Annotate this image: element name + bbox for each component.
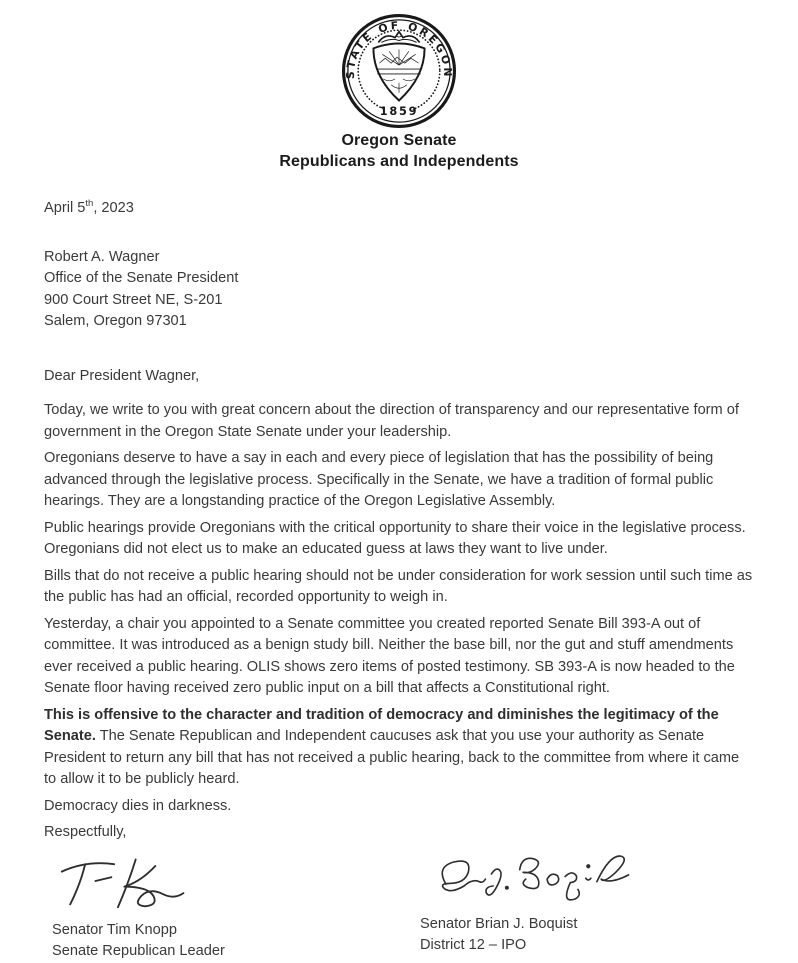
recipient-address-block xyxy=(44,247,754,333)
oregon-state-seal-icon xyxy=(340,12,458,130)
body-paragraph-5: Yesterday, a chair you appointed to a Senate committee you created reported Senate Bill 393-A out of committee. It was introduced as a benign study bill. Neither the base bill, nor the gut and stuff amendments ever received a public hearing. OLIS shows zero items of posted testimony. SB 393-A is now headed to the Senate floor having received zero public input on a bill that affects a Constitutional right. xyxy=(44,615,735,696)
body-paragraph-1: Today, we write to you with great concern about the direction of transparency and our representative form of government in the Oregon State Senate under your leadership. xyxy=(44,402,739,440)
signatory-title: Senate Republican Leader xyxy=(52,943,225,959)
letter-body xyxy=(44,198,754,844)
svg-text:STATE OF OREGON xyxy=(344,19,454,79)
letterhead-title-line2: Republicans and Independents xyxy=(279,153,519,170)
body-paragraph-3: Public hearings provide Oregonians with the critical opportunity to share their voice in the legislative process. Oregonians did not elect us to make an educated guess at laws they want to live under. xyxy=(44,519,746,557)
tim-knopp-signature xyxy=(52,852,210,910)
closing: Respectfully, xyxy=(44,824,127,840)
salutation: Dear President Wagner, xyxy=(44,367,200,384)
signatory-name: Senator Tim Knopp xyxy=(52,921,177,938)
date-ordinal-superscript: th xyxy=(85,198,94,210)
signature-block-boquist xyxy=(420,850,754,963)
letterhead-title-line1: Oregon Senate xyxy=(341,132,457,149)
brian-boquist-signature xyxy=(420,850,652,910)
recipient-city: Salem, Oregon 97301 xyxy=(44,313,187,329)
signatory-names-left xyxy=(52,920,420,963)
recipient-office: Office of the Senate President xyxy=(44,270,239,286)
bold-statement: This is offensive to the character and tradition of democracy and diminishes the legitimacy of the Senate. xyxy=(44,706,719,744)
signature-block-knopp xyxy=(44,850,420,963)
recipient-name: Robert A. Wagner xyxy=(44,248,160,265)
seal-ring-text: STATE OF OREGON xyxy=(343,18,455,80)
body-paragraph-2: Oregonians deserve to have a say in each and every piece of legislation that has the possibility of being advanced through the legislative process. Specifically in the Senate, we have a tradition of formal public hearings. They are a longstanding practice of the Oregon Legislative Assembly. xyxy=(44,450,714,509)
recipient-street: 900 Court Street NE, S-201 xyxy=(44,291,223,308)
signatory-title: District 12 – IPO xyxy=(420,937,527,953)
signatory-names-right xyxy=(420,914,754,957)
date-line: April 5th, 2023 xyxy=(44,198,134,216)
seal-year: 1859 xyxy=(379,104,419,118)
letterhead xyxy=(44,12,754,172)
bold-statement-continuation: The Senate Republican and Independent caucuses ask that you use your authority as Senate President to return any bill that has not received a public hearing, back to the committee from where it came to allow it to be publicly heard. xyxy=(44,728,740,787)
signatory-name: Senator Brian J. Boquist xyxy=(420,915,578,932)
tagline: Democracy dies in darkness. xyxy=(44,797,232,814)
signature-row xyxy=(44,850,754,963)
body-paragraph-6 xyxy=(44,705,754,791)
body-paragraph-4: Bills that do not receive a public hearing should not be under consideration for work session until such time as the public has had an official, recorded opportunity to weigh in. xyxy=(44,567,753,605)
